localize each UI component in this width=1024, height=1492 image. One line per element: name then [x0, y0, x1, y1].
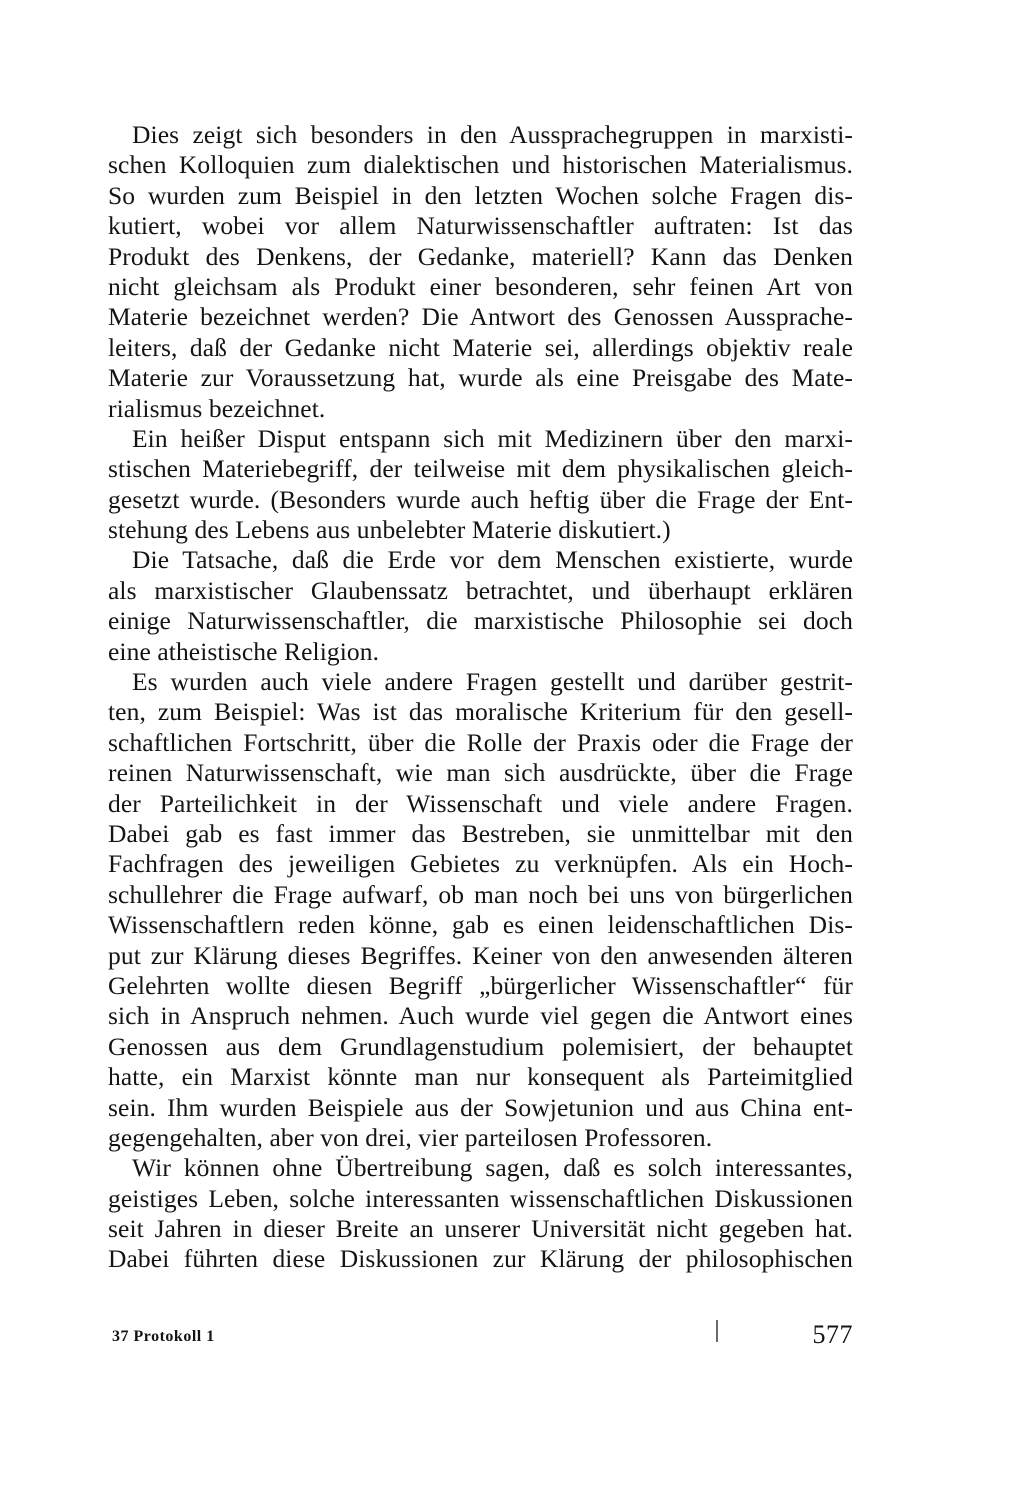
text-line: reinen Naturwissenschaft, wie man sich ausdrückte, über die Frage [108, 758, 853, 788]
text-line: Die Tatsache, daß die Erde vor dem Menschen existierte, wurde [132, 545, 853, 575]
paragraph [108, 545, 853, 667]
paragraph [108, 424, 853, 546]
text-line: Dabei gab es fast immer das Bestreben, sie unmittelbar mit den [108, 818, 853, 848]
text-line: Es wurden auch viele andere Fragen gestellt und darüber gestrit- [132, 667, 853, 697]
text-line: gesetzt wurde. (Besonders wurde auch heftig über die Frage der Ent- [108, 484, 853, 514]
body-text [108, 120, 853, 1275]
text-line: ten, zum Beispiel: Was ist das moralische Kriterium für den gesell- [108, 697, 853, 727]
text-line: rialismus bezeichnet. [108, 393, 326, 423]
text-line: nicht gleichsam als Produkt einer besonderen, sehr feinen Art von [108, 271, 853, 301]
text-line: Produkt des Denkens, der Gedanke, materiell? Kann das Denken [108, 241, 853, 271]
text-line: seit Jahren in dieser Breite an unserer Universität nicht gegeben hat. [108, 1214, 853, 1244]
text-line: geistiges Leben, solche interessanten wissenschaftlichen Diskussionen [108, 1183, 853, 1213]
text-line: eine atheistische Religion. [108, 636, 380, 666]
text-line: hatte, ein Marxist könnte man nur konsequent als Parteimitglied [108, 1062, 853, 1092]
text-line: Fachfragen des jeweiligen Gebietes zu verknüpfen. Als ein Hoch- [108, 849, 853, 879]
text-line: put zur Klärung dieses Begriffes. Keiner von den anwesenden älteren [108, 940, 853, 970]
text-line: leiters, daß der Gedanke nicht Materie sei, allerdings objektiv reale [108, 332, 853, 362]
text-line: Ein heißer Disput entspann sich mit Medizinern über den marxi- [132, 423, 853, 453]
text-line: kutiert, wobei vor allem Naturwissenschaftler auftraten: Ist das [108, 211, 853, 241]
paragraph [108, 1153, 853, 1275]
page-footer [108, 1320, 853, 1354]
text-line: Gelehrten wollte diesen Begriff „bürgerlicher Wissenschaftler“ für [108, 970, 853, 1000]
text-line: So wurden zum Beispiel in den letzten Wochen solche Fragen dis- [108, 180, 853, 210]
text-line: Dies zeigt sich besonders in den Aussprachegruppen in marxisti- [132, 120, 853, 149]
printer-signature: 37 Protokoll 1 [112, 1328, 215, 1345]
text-line: gegengehalten, aber von drei, vier parteilosen Professoren. [108, 1122, 713, 1152]
text-line: einige Naturwissenschaftler, die marxistische Philosophie sei doch [108, 606, 853, 636]
text-line: stischen Materiebegriff, der teilweise mit dem physikalischen gleich- [108, 454, 853, 484]
paragraph [108, 120, 853, 424]
text-line: Materie zur Voraussetzung hat, wurde als eine Preisgabe des Mate- [108, 363, 853, 393]
text-line: schaftlichen Fortschritt, über die Rolle der Praxis oder die Frage der [108, 727, 853, 757]
text-line: Wissenschaftlern reden könne, gab es einen leidenschaftlichen Dis- [108, 910, 853, 940]
paragraph [108, 667, 853, 1153]
text-line: Genossen aus dem Grundlagenstudium polemisiert, der behauptet [108, 1031, 853, 1061]
text-line: sich in Anspruch nehmen. Auch wurde viel gegen die Antwort eines [108, 1001, 853, 1031]
text-line: schullehrer die Frage aufwarf, ob man noch bei uns von bürgerlichen [108, 879, 853, 909]
print-mark [716, 1320, 718, 1342]
text-line: als marxistischer Glaubenssatz betrachtet, und überhaupt erklären [108, 575, 853, 605]
text-line: Dabei führten diese Diskussionen zur Klärung der philosophischen [108, 1244, 853, 1274]
text-line: der Parteilichkeit in der Wissenschaft und viele andere Fragen. [108, 788, 853, 818]
text-line: schen Kolloquien zum dialektischen und historischen Materialismus. [108, 150, 853, 180]
text-line: stehung des Lebens aus unbelebter Materie diskutiert.) [108, 515, 671, 545]
page-number: 577 [812, 1320, 853, 1349]
text-line: Materie bezeichnet werden? Die Antwort des Genossen Aussprache- [108, 302, 853, 332]
text-line: sein. Ihm wurden Beispiele aus der Sowjetunion und aus China ent- [108, 1092, 853, 1122]
text-line: Wir können ohne Übertreibung sagen, daß es solch interessantes, [132, 1153, 853, 1183]
